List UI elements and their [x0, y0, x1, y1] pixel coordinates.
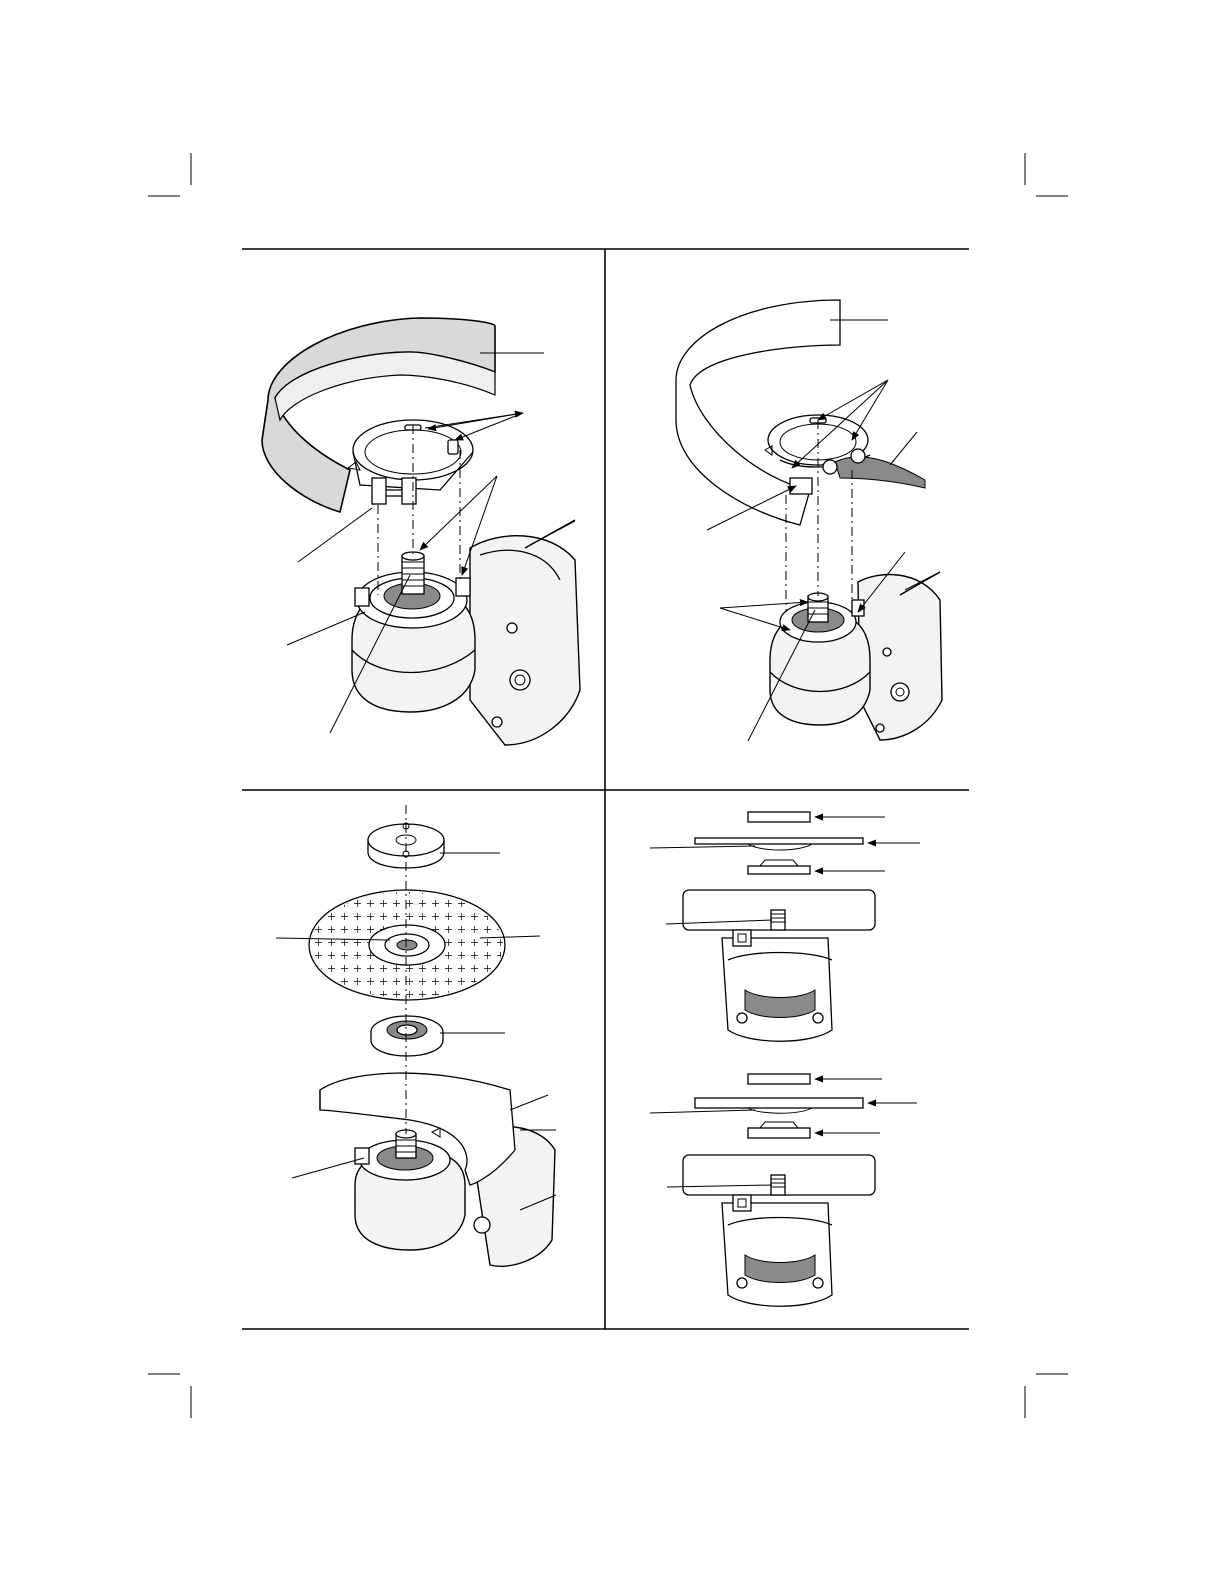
panel-wheel-mounting: [276, 805, 556, 1266]
crop-marks: [148, 153, 1068, 1418]
backing-flange: [371, 1016, 443, 1056]
panel-guard-attach-type1: [262, 318, 580, 745]
grinding-wheel: [309, 890, 505, 1000]
grinder-front-view-2: [683, 1155, 875, 1306]
panel-flange-orientation: [650, 812, 920, 1306]
wheel-guard-2: [676, 300, 925, 525]
grinder-head-2: [770, 572, 942, 740]
grinder-with-guard: [320, 1073, 555, 1266]
grinder-head: [352, 520, 580, 745]
panel-guard-attach-type2: [676, 300, 942, 741]
grinder-front-view-1: [683, 890, 875, 1041]
